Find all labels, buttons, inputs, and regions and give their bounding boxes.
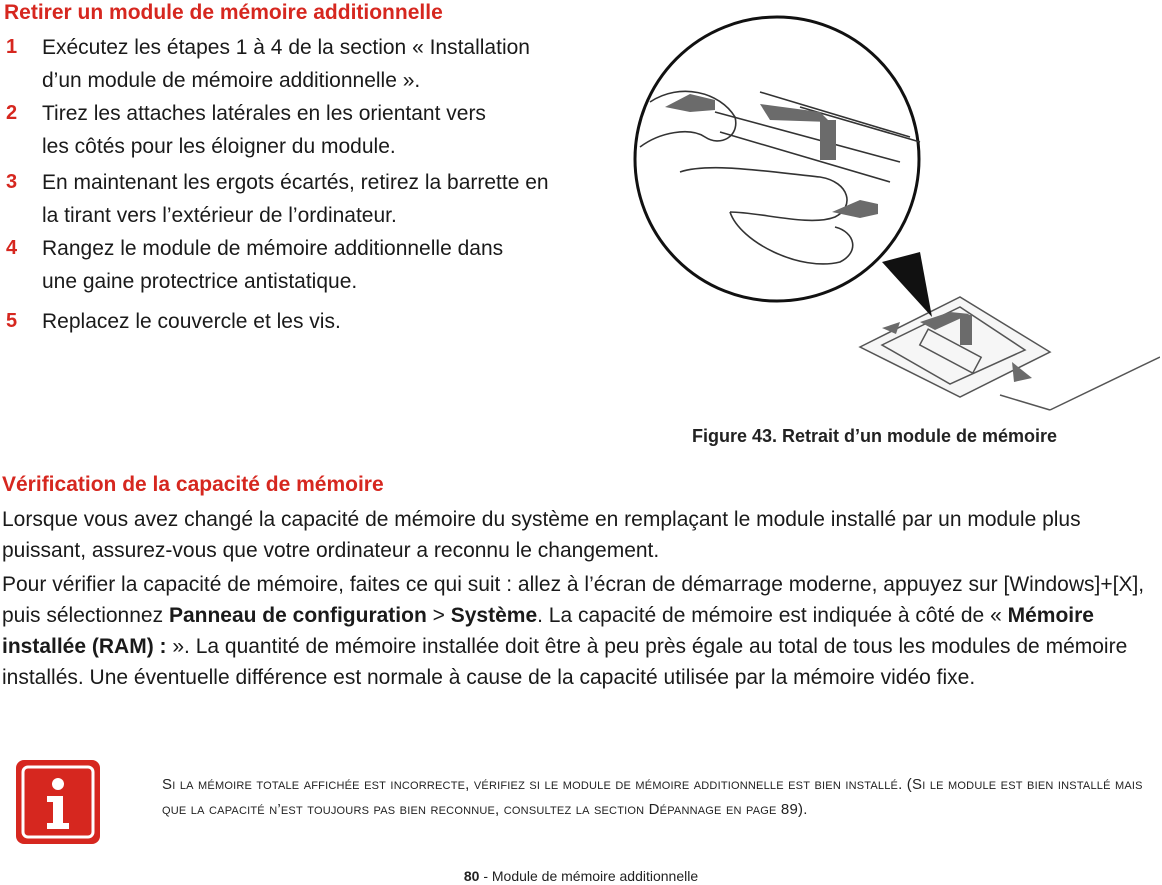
step-number: 3 bbox=[6, 171, 18, 193]
step-number: 4 bbox=[6, 237, 18, 259]
text-run: . La capacité de mémoire est indiquée à côté de « bbox=[537, 604, 1008, 627]
control-panel-label: Panneau de configuration bbox=[168, 604, 427, 627]
paragraph-verify-steps bbox=[2, 569, 1162, 693]
callout-pointer bbox=[882, 252, 932, 317]
step-item bbox=[6, 31, 566, 97]
step-text: Replacez le couvercle et les vis. bbox=[42, 310, 341, 333]
note-text: Si la mémoire totale affichée est incorrecte, vérifiez si le module de mémoire additionnelle est bien installé. (Si le module est bien installé mais que la capacité n’est toujours pas bien reconnue, consultez la section Dépannage en page 89). bbox=[162, 776, 1143, 818]
step-text: Tirez les attaches latérales en les orientant vers les côtés pour les éloigner du module. bbox=[42, 102, 486, 158]
system-label: Système bbox=[450, 604, 538, 627]
text-run: ». La quantité de mémoire installée doit être à peu près égale au total de tous les modules de mémoire installés. Une éventuelle différence est normale à cause de la capacité utilisée par la mémoire vidéo fixe. bbox=[2, 635, 1128, 689]
installed-memory-label: Mémoire installée (RAM) : bbox=[2, 604, 1094, 658]
step-number: 1 bbox=[6, 36, 18, 58]
text-run: Pour vérifier la capacité de mémoire, faites ce qui suit : allez à l’écran de démarrage moderne, appuyez sur [Windows]+[X], puis sélectionnez bbox=[2, 573, 1145, 627]
memory-removal-illustration bbox=[620, 12, 1160, 422]
info-icon bbox=[16, 760, 100, 844]
memory-slot-drawing bbox=[860, 297, 1160, 410]
step-text: Rangez le module de mémoire additionnelle dans une gaine protectrice antistatique. bbox=[42, 237, 504, 293]
magnified-view bbox=[635, 17, 919, 301]
section-heading: Vérification de la capacité de mémoire bbox=[2, 473, 384, 496]
section-title: Retirer un module de mémoire additionnelle bbox=[4, 1, 443, 24]
paragraph-capacity-change: Lorsque vous avez changé la capacité de mémoire du système en remplaçant le module installé par un module plus puissant, assurez-vous que votre ordinateur a reconnu le changement. bbox=[2, 508, 1081, 562]
figure-caption: Figure 43. Retrait d’un module de mémoire bbox=[692, 426, 1058, 446]
page-footer bbox=[0, 868, 1162, 884]
step-text: Exécutez les étapes 1 à 4 de la section « Installation d’un module de mémoire additionnelle ». bbox=[42, 36, 530, 92]
page-number: 80 bbox=[463, 868, 480, 884]
footer-label: - Module de mémoire additionnelle bbox=[479, 868, 699, 884]
step-number: 5 bbox=[6, 310, 18, 332]
step-item bbox=[6, 232, 566, 298]
step-item bbox=[6, 166, 566, 232]
step-number: 2 bbox=[6, 102, 18, 124]
step-text: En maintenant les ergots écartés, retirez la barrette en la tirant vers l’extérieur de l’ordinateur. bbox=[42, 171, 549, 227]
step-item bbox=[6, 305, 566, 338]
step-item bbox=[6, 97, 566, 163]
text-run: > bbox=[426, 604, 451, 627]
